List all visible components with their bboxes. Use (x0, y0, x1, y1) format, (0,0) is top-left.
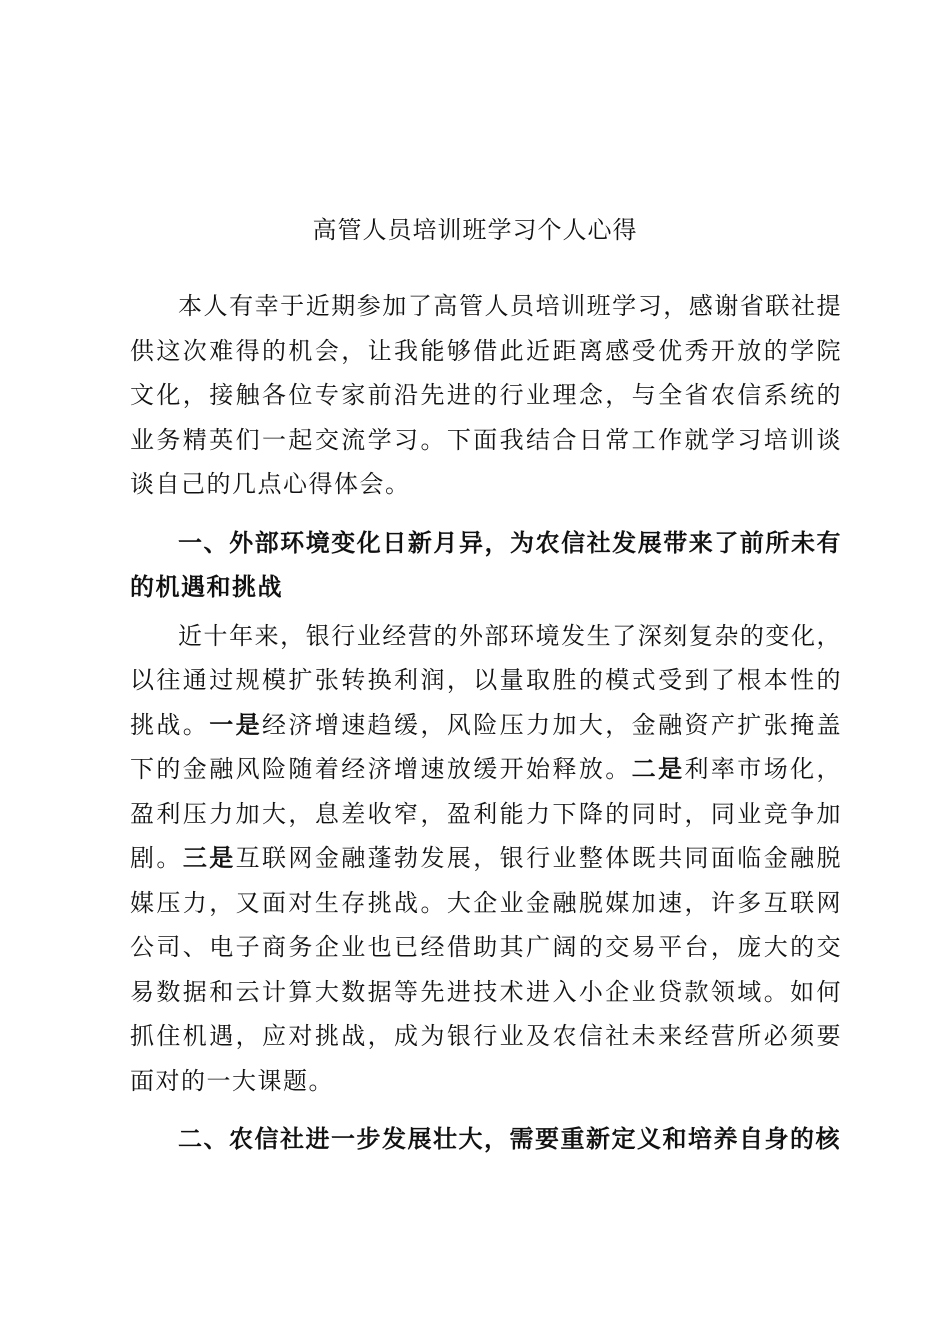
document-title: 高管人员培训班学习个人心得 (312, 216, 638, 244)
section-1-heading: 一、外部环境变化日新月异，为农信社发展带来了前所未有的机遇和挑战 (130, 527, 842, 601)
point-2-text: 利率市场化，盈利压力加大，息差收窄，盈利能力下降的同时，同业竞争加剧。 (130, 755, 843, 872)
section-1-text-start: 近十年来，银行业经营的外部环境发生了深刻复杂的变化，以往通过规模扩张转换利润，以量取胜的模式受到了根本性的挑战。 (130, 621, 842, 739)
section-1-paragraph (130, 614, 842, 1104)
intro-paragraph: 本人有幸于近期参加了高管人员培训班学习，感谢省联社提供这次难得的机会，让我能够借此近距离感受优秀开放的学院文化，接触各位专家前沿先进的行业理念，与全省农信系统的业务精英们一起交流学习。下面我结合日常工作就学习培训谈谈自己的几点心得体会。 (130, 292, 842, 498)
document-body (130, 284, 842, 1162)
section-2-heading: 二、农信社进一步发展壮大，需要重新定义和培养自身的核 (178, 1124, 841, 1153)
point-3-marker: 三是 (182, 843, 236, 872)
point-1-text: 经济增速趋缓，风险压力加大，金融资产扩张掩盖下的金融风险随着经济增速放缓开始释放。 (130, 710, 843, 783)
point-1-marker: 一是 (209, 709, 263, 739)
point-2-marker: 二是 (631, 754, 685, 783)
point-3-text: 互联网金融蓬勃发展，银行业整体既共同面临金融脱媒压力，又面对生存挑战。大企业金融脱媒加速，许多互联网公司、电子商务企业也已经借助其广阔的交易平台，庞大的交易数据和云计算大数据等先进技术进入小企业贷款领域。如何抓住机遇，应对挑战，成为银行业及农信社未来经营所必须要面对的一大课题。 (130, 844, 843, 1095)
